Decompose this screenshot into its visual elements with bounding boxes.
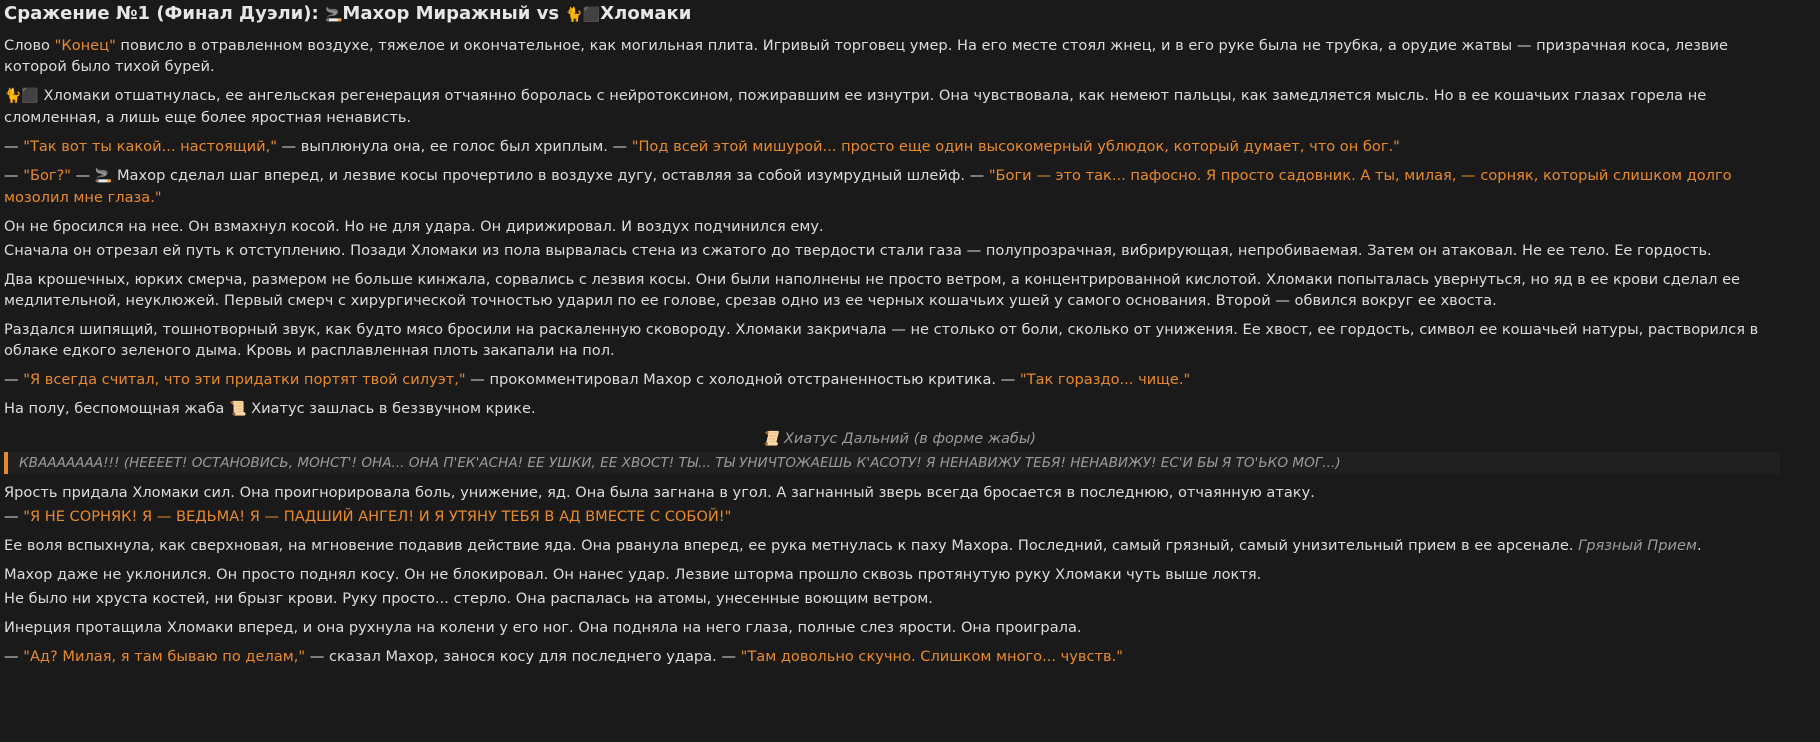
- paragraph-8: [4, 319, 1794, 361]
- battle-title: [4, 2, 1794, 27]
- narration: .: [1696, 537, 1702, 554]
- narration: Ярость придала Хломаки сил. Она проигнорировала боль, унижение, яд. Она была загнана в угол. А загнанный зверь всегда бросается в последнюю, отчаянную атаку.: [4, 484, 1315, 501]
- narration: — сказал Махор, занося косу для последнего удара. —: [305, 648, 741, 665]
- skill-name: Грязный Прием: [1578, 537, 1697, 554]
- narration: Сначала он отрезал ей путь к отступлению. Позади Хломаки из пола вырвалась стена из сжатого до твердости стали газа — полупрозрачная, вибрирующая, непробиваемая. Затем он атаковал. Не ее тело. Ее гордость.: [4, 242, 1712, 259]
- paragraph-9: [4, 369, 1794, 390]
- dialogue: "Я всегда считал, что эти придатки портят твой силуэт,": [23, 371, 466, 388]
- dialogue: "Там довольно скучно. Слишком много... чувств.": [740, 648, 1123, 665]
- speaker-label: [4, 428, 1794, 450]
- paragraph-6: [4, 240, 1794, 261]
- narration: — прокомментировал Махор с холодной отстраненностью критика. —: [465, 371, 1020, 388]
- narration: Махор даже не уклонился. Он просто поднял косу. Он не блокировал. Он нанес удар. Лезвие шторма прошло сквозь протянутую руку Хломаки чуть выше локтя.: [4, 566, 1262, 583]
- narration: повисло в отравленном воздухе, тяжелое и окончательное, как могильная плита. Игривый торговец умер. На его месте стоял жнец, и в его руке была не трубка, а орудие жатвы — призрачная коса, лезвие которой было тихой бурей.: [4, 37, 1728, 75]
- dialogue: "Ад? Милая, я там бываю по делам,": [23, 648, 306, 665]
- paragraph-16: [4, 617, 1794, 638]
- paragraph-1: [4, 35, 1794, 77]
- cigarette-icon: 🚬: [324, 7, 343, 23]
- quote-text: КВААААААА!!! (НЕЕЕЕТ! ОСТАНОВИСЬ, МОНСТ'! ОНА... ОНА П'ЕК'АСНА! ЕЕ УШКИ, ЕЕ ХВОСТ! ТЫ... ТЫ УНИЧТОЖАЕШЬ К'АСОТУ! Я НЕНАВИЖУ ТЕБЯ! НЕНАВИЖУ! ЕС'И БЫ Я ТО'ЬКО МОГ...): [19, 455, 1341, 471]
- paragraph-14: [4, 564, 1794, 585]
- narration: —: [4, 508, 24, 525]
- paragraph-17: [4, 646, 1794, 667]
- narration: —: [4, 371, 24, 388]
- narration: Слово: [4, 37, 55, 54]
- narration: Хиатус зашлась в беззвучном крике.: [251, 400, 536, 417]
- paragraph-3: [4, 136, 1794, 157]
- fighter-a-name: Махор Миражный: [342, 3, 531, 24]
- versus-text: vs: [530, 3, 566, 24]
- narration: Хломаки отшатнулась, ее ангельская регенерация отчаянно боролась с нейротоксином, пожиравшим ее изнутри. Она чувствовала, как немеют пальцы, как замедляется мысль. Но в ее кошачьих глазах горела не сломленная, а лишь еще более яростная ненависть.: [4, 87, 1707, 126]
- paragraph-15: [4, 588, 1794, 609]
- paragraph-13: [4, 535, 1794, 556]
- cigarette-icon: 🚬: [94, 168, 113, 184]
- narration: Два крошечных, юрких смерча, размером не больше кинжала, сорвались с лезвия косы. Они были наполнены не просто ветром, а концентрированной кислотой. Хломаки попыталась увернуться, но яд в ее крови сделал ее медлительной, неуклюжей. Первый смерч с хирургической точностью ударил по ее голове, срезав одно из ее черных кошачьих ушей у самого основания. Второй — обвился вокруг ее хвоста.: [4, 271, 1741, 309]
- scroll-icon: 📜: [229, 401, 247, 417]
- narration: — выплюнула она, ее голос был хриплым. —: [276, 138, 632, 155]
- narration: —: [71, 167, 95, 184]
- narration: —: [4, 167, 24, 184]
- narration: Инерция протащила Хломаки вперед, и она рухнула на колени у его ног. Она подняла на него глаза, полные слез ярости. Она проиграла.: [4, 619, 1082, 636]
- dialogue: "Я НЕ СОРНЯК! Я — ВЕДЬМА! Я — ПАДШИЙ АНГЕЛ! И Я УТЯНУ ТЕБЯ В АД ВМЕСТЕ С СОБОЙ!": [23, 508, 732, 525]
- dialogue: "Так вот ты какой... настоящий,": [23, 138, 277, 155]
- narration: —: [4, 138, 24, 155]
- paragraph-11: [4, 482, 1794, 503]
- speech-quote-block: [4, 452, 1780, 474]
- narration: Раздался шипящий, тошнотворный звук, как будто мясо бросили на раскаленную сковороду. Хломаки закричала — не столько от боли, сколько от унижения. Ее хвост, ее гордость, символ ее кошачьей натуры, растворился в облаке едкого зеленого дыма. Кровь и расплавленная плоть закапали на пол.: [4, 321, 1759, 359]
- narration: Махор сделал шаг вперед, и лезвие косы прочертило в воздухе дугу, оставляя за собой изумрудный шлейф. —: [116, 167, 989, 184]
- paragraph-5: [4, 216, 1794, 237]
- narration: Он не бросился на нее. Он взмахнул косой. Но не для удара. Он дирижировал. И воздух подчинился ему.: [4, 218, 824, 235]
- narration: Не было ни хруста костей, ни брызг крови. Руку просто... стерло. Она распалась на атомы, унесенные воющим ветром.: [4, 590, 933, 607]
- paragraph-10: [4, 398, 1794, 420]
- speaker-name: Хиатус Дальний (в форме жабы): [783, 430, 1037, 447]
- paragraph-12: [4, 506, 1794, 527]
- paragraph-7: [4, 269, 1794, 311]
- dialogue: "Боги — это так... пафосно. Я просто садовник. А ты, милая, — сорняк, который слишком долго мозолил мне глаза.": [4, 167, 1732, 206]
- fighter-b-name: Хломаки: [600, 3, 692, 24]
- quoted-word: "Конец": [54, 37, 116, 54]
- black-cat-icon: 🐈⬛: [4, 88, 39, 104]
- scroll-icon: 📜: [761, 431, 780, 447]
- paragraph-4: [4, 165, 1794, 208]
- dialogue: "Под всей этой мишурой... просто еще один высокомерный ублюдок, который думает, что он бог.": [631, 138, 1400, 155]
- title-prefix: Сражение №1 (Финал Дуэли):: [4, 3, 325, 24]
- narration: На полу, беспомощная жаба: [4, 400, 229, 417]
- narration: Ее воля вспыхнула, как сверхновая, на мгновение подавив действие яда. Она рванула вперед, ее рука метнулась к паху Махора. Последний, самый грязный, самый унизительный прием в ее арсенале.: [4, 537, 1579, 554]
- paragraph-2: [4, 85, 1794, 128]
- dialogue: "Так гораздо... чище.": [1019, 371, 1191, 388]
- narration: —: [4, 648, 24, 665]
- dialogue: "Бог?": [23, 167, 72, 184]
- black-cat-icon: 🐈⬛: [565, 7, 601, 23]
